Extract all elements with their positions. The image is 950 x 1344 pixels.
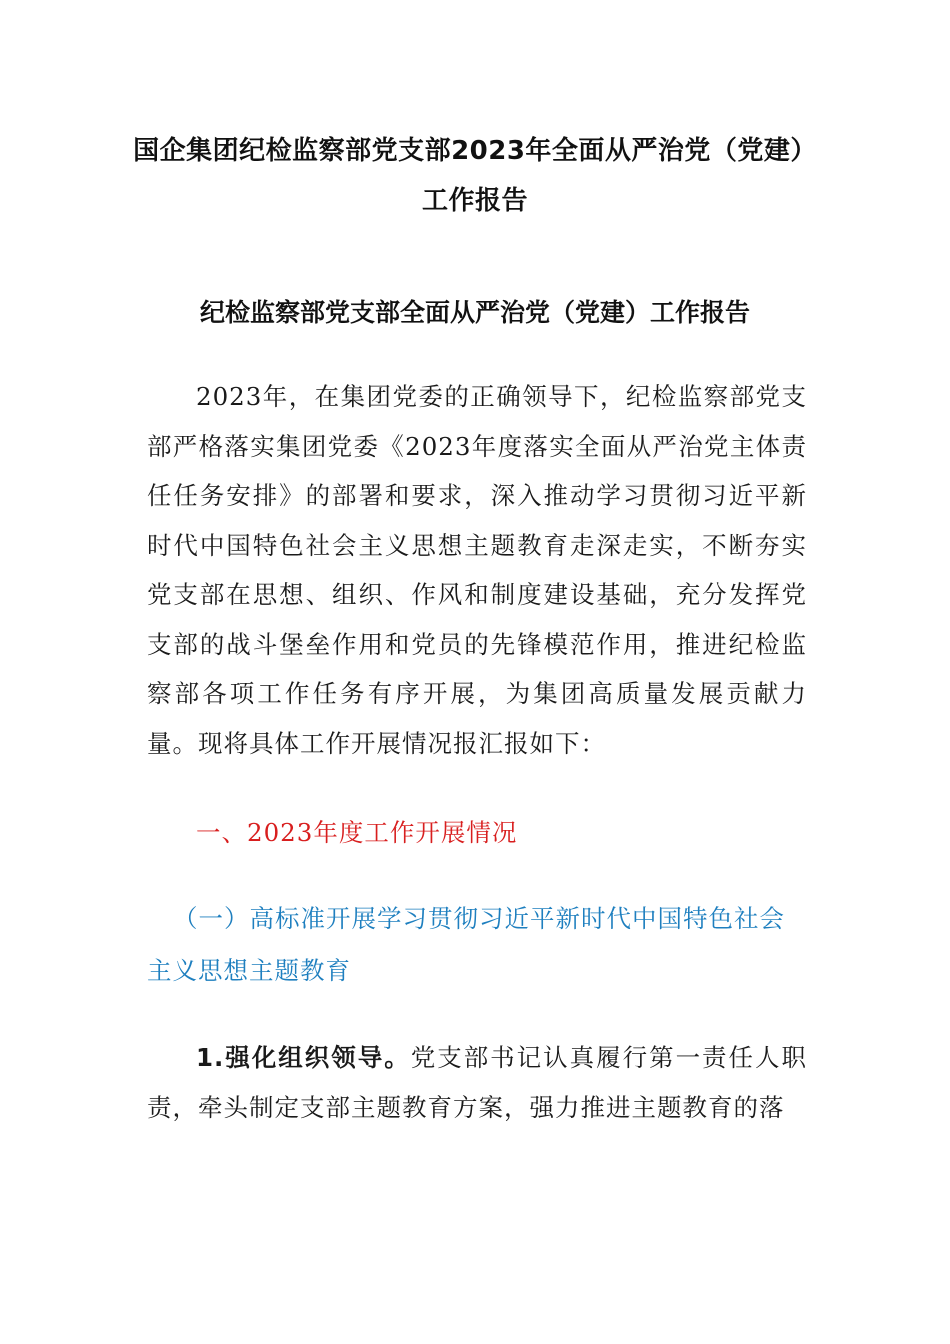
intro-paragraph: 2023年，在集团党委的正确领导下，纪检监察部党支部严格落实集团党委《2023年度落实全面从严治党主体责任任务安排》的部署和要求，深入推动学习贯彻习近平新时代中国特色社会主义思想主题教育走深走实，不断夯实党支部在思想、组织、作风和制度建设基础，充分发挥党支部的战斗堡垒作用和党员的先锋模范作用，推进纪检监察部各项工作任务有序开展，为集团高质量发展贡献力量。现将具体工作开展情况报汇报如下： <box>147 382 807 758</box>
document-title <box>120 126 830 226</box>
document-title-line-2: 工作报告 <box>421 186 528 216</box>
document-subtitle: 纪检监察部党支部全面从严治党（党建）工作报告 <box>199 298 750 327</box>
section-heading: 一、2023年度工作开展情况 <box>196 818 518 847</box>
item-label: 1.强化组织领导。 <box>196 1043 411 1072</box>
item-paragraph <box>147 1033 807 1132</box>
document-title-line-1: 国企集团纪检监察部党支部2023年全面从严治党（党建） <box>133 136 817 166</box>
item-text: 党支部书记认真履行第一责任人职责，牵头制定支部主题教育方案，强力推进主题教育的落 <box>147 1043 808 1122</box>
subsection-heading: （一）高标准开展学习贯彻习近平新时代中国特色社会主义思想主题教育 <box>147 904 785 985</box>
